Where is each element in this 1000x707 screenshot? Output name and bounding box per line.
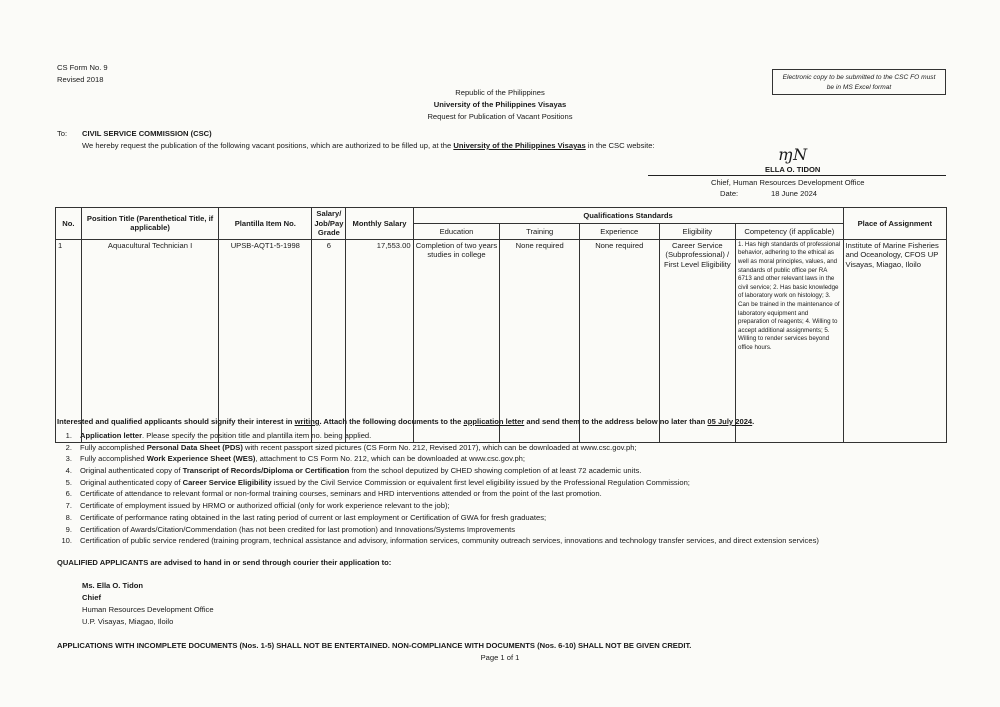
- cell-no: 1: [56, 239, 82, 442]
- list-item-bold: Application letter: [80, 431, 143, 440]
- cell-plantilla: UPSB-AQT1-5-1998: [219, 239, 312, 442]
- intro-paragraph: [82, 141, 655, 151]
- footer-warning: APPLICATIONS WITH INCOMPLETE DOCUMENTS (Nos. 1-5) SHALL NOT BE ENTERTAINED. NON-COMPLIANCE WITH DOCUMENTS (Nos. 6-10) SHALL NOT BE GIVEN CREDIT.: [57, 641, 692, 650]
- signatory-name: ELLA O. TIDON: [765, 165, 821, 174]
- note-line-2: be in MS Excel format: [826, 83, 892, 91]
- header-plantilla: Plantilla Item No.: [219, 208, 312, 240]
- cell-experience: None required: [579, 239, 659, 442]
- header-competency: Competency (if applicable): [736, 223, 844, 239]
- form-revised: Revised 2018: [57, 75, 104, 84]
- instructions-part1: Interested and qualified applicants should signify their interest in: [57, 417, 293, 426]
- courier-instruction: QUALIFIED APPLICANTS are advised to hand in or send through courier their application to:: [57, 558, 392, 567]
- instructions-writing: writing: [294, 417, 320, 426]
- instructions-part3: and send them to the address below no later than: [526, 417, 706, 426]
- cell-competency: 1. Has high standards of professional behavior, adhering to the ethical as well as moral principles, values, and standards of public office per RA 6713 and other relevant laws in the civil service; 2. Has basic knowledge of laboratory work on histology; 3. Can be trained in the maintenance of laboratory equipment and preparation of reagents; 4. Willing to accept additional assignments; 5. Willing to render services beyond office hours.: [736, 239, 844, 442]
- list-item-text: Certificate of performance rating obtained in the last rating period of current or last employment or Certification of GWA for fresh graduates;: [80, 512, 547, 522]
- requirements-list: [58, 430, 958, 547]
- list-item-number: 2.: [65, 442, 72, 452]
- header-education: Education: [413, 223, 500, 239]
- list-item-text: Certification of public service rendered (training program, technical assistance and advisory, information services, community outreach services, innovations and technology transfer services, and direct extension services): [80, 536, 819, 546]
- list-item: [58, 512, 958, 524]
- list-item-text: . Please specify the position title and plantilla item no. being applied.: [142, 431, 372, 440]
- signature-underline: [648, 175, 946, 176]
- list-item-text: Certificate of attendance to relevant formal or non-formal training courses, seminars and HRD interventions attended or from the point of the last promotion.: [80, 489, 602, 499]
- republic-line: Republic of the Philippines: [455, 88, 545, 97]
- list-item-text: from the school deputized by CHED showing completion of at least 72 academic units.: [349, 466, 642, 476]
- table-row: [56, 239, 947, 442]
- instructions-deadline: 05 July 2024: [707, 417, 753, 426]
- electronic-copy-note: [772, 69, 946, 95]
- intro-before: We hereby request the publication of the following vacant positions, which are authorized to be filled up, at the: [82, 141, 452, 150]
- note-line-1: Electronic copy to be submitted to the CSC FO must: [782, 74, 936, 81]
- list-item-bold: Work Experience Sheet (WES): [146, 454, 256, 464]
- form-number: CS Form No. 9: [57, 63, 108, 72]
- list-item-number: 3.: [65, 454, 72, 464]
- to-label: To:: [57, 129, 68, 138]
- page-number: Page 1 of 1: [480, 653, 520, 662]
- university-title: University of the Philippines Visayas: [433, 100, 567, 109]
- instructions-application-letter: application letter: [463, 417, 525, 426]
- instructions-part4: .: [752, 417, 755, 426]
- cell-training: None required: [500, 239, 580, 442]
- list-item-number: 4.: [65, 466, 72, 476]
- address-title: Chief: [82, 593, 101, 602]
- list-item-pre: Fully accomplished: [80, 442, 147, 452]
- list-item: [58, 453, 958, 465]
- table-header-row: [56, 208, 947, 224]
- list-item: [58, 535, 958, 547]
- list-item-pre: Fully accomplished: [80, 454, 147, 464]
- list-item-text: , attachment to CS Form No. 212, which can be downloaded at www.csc.gov.ph;: [255, 454, 525, 464]
- header-assignment: Place of Assignment: [843, 208, 946, 240]
- list-item: [58, 477, 958, 489]
- cell-monthly-salary: 17,553.00: [346, 239, 413, 442]
- instructions-part2: . Attach the following documents to the: [319, 417, 462, 426]
- list-item-text: issued by the Civil Service Commission or equivalent first level eligibility issued by the Professional Regulation Commission;: [271, 477, 690, 487]
- date-value: 18 June 2024: [771, 189, 818, 198]
- cell-education: Completion of two years studies in college: [413, 239, 500, 442]
- header-experience: Experience: [579, 223, 659, 239]
- intro-agency: University of the Philippines Visayas: [453, 141, 586, 150]
- instructions-line: [57, 417, 754, 427]
- list-item-number: 8.: [65, 512, 72, 522]
- signatory-title: Chief, Human Resources Development Office: [711, 178, 865, 187]
- list-item-bold: Career Service Eligibility: [182, 477, 272, 487]
- list-item-number: 5.: [65, 477, 72, 487]
- request-title: Request for Publication of Vacant Positions: [427, 112, 573, 121]
- list-item: [58, 524, 958, 536]
- list-item-number: 10.: [61, 536, 72, 546]
- list-item-pre: Original authenticated copy of: [80, 477, 183, 487]
- address-name: Ms. Ella O. Tidon: [82, 581, 144, 590]
- recipient: CIVIL SERVICE COMMISSION (CSC): [82, 129, 212, 138]
- cell-eligibility: Career Service (Subprofessional) / First Level Eligibility: [659, 239, 735, 442]
- list-item: [58, 442, 958, 454]
- list-item-text: Certification of Awards/Citation/Commendation (has not been credited for last promotion) and Innovations/Systems Improvements: [80, 524, 516, 534]
- list-item-number: 7.: [65, 501, 72, 511]
- intro-after: in the CSC website:: [587, 141, 655, 150]
- cell-assignment: Institute of Marine Fisheries and Oceanology, CFOS UP Visayas, Miagao, Iloilo: [843, 239, 946, 442]
- header-training: Training: [500, 223, 580, 239]
- address-office: Human Resources Development Office: [82, 605, 214, 614]
- list-item-number: 1.: [65, 431, 72, 440]
- header-qualifications: Qualifications Standards: [413, 208, 843, 224]
- header-salary-grade: Salary/ Job/Pay Grade: [312, 208, 346, 240]
- address-location: U.P. Visayas, Miagao, Iloilo: [82, 617, 174, 626]
- list-item-number: 9.: [65, 524, 72, 534]
- cell-position: Aquacultural Technician I: [81, 239, 218, 442]
- header-eligibility: Eligibility: [659, 223, 735, 239]
- header-position: Position Title (Parenthetical Title, if applicable): [81, 208, 218, 240]
- list-item-text: with recent passport sized pictures (CS Form No. 212, Revised 2017), which can be downloaded at www.csc.gov.ph;: [242, 442, 637, 452]
- header-monthly-salary: Monthly Salary: [346, 208, 413, 240]
- list-item-number: 6.: [65, 489, 72, 499]
- list-item-pre: Original authenticated copy of: [80, 466, 183, 476]
- date-label: Date:: [720, 189, 739, 198]
- vacant-positions-table: [55, 207, 947, 443]
- list-item-bold: Transcript of Records/Diploma or Certification: [182, 466, 350, 476]
- list-item: [58, 465, 958, 477]
- list-item: [58, 488, 958, 500]
- list-item-text: Certificate of employment issued by HRMO or authorized official (only for work experience relevant to the job);: [80, 501, 450, 511]
- header-no: No.: [56, 208, 82, 240]
- list-item: [58, 430, 958, 442]
- list-item-bold: Personal Data Sheet (PDS): [146, 442, 243, 452]
- cell-salary-grade: 6: [312, 239, 346, 442]
- signature-mark: ɱN: [778, 145, 808, 164]
- list-item: [58, 500, 958, 512]
